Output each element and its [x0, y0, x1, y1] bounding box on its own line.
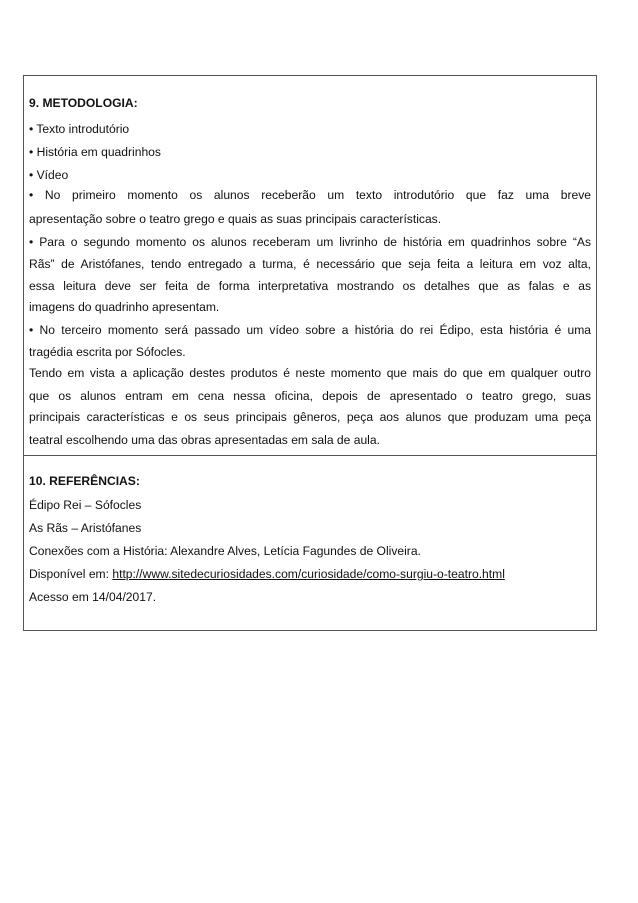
reference-frogs: As Rãs – Aristófanes — [29, 521, 142, 535]
methodology-paragraph-line: essa leitura deve ser feita de forma interpretativa mostrando os detalhes que as falas e as — [29, 279, 591, 293]
methodology-paragraph-line: teatral escolhendo uma das obras apresentadas em sala de aula. — [29, 433, 380, 447]
methodology-paragraph-line: imagens do quadrinho apresentam. — [29, 300, 220, 314]
reference-url-link[interactable]: http://www.sitedecuriosidades.com/curiosidade/como-surgiu-o-teatro.html — [112, 567, 505, 581]
methodology-item-comics: • História em quadrinhos — [29, 145, 161, 159]
methodology-paragraph-line: Rãs” de Aristófanes, tendo entregado a turma, é necessário que seja feita a leitura em voz alta, — [29, 257, 591, 271]
methodology-item-video: • Vídeo — [29, 168, 69, 182]
reference-accessed: Acesso em 14/04/2017. — [29, 590, 157, 604]
methodology-paragraph-line: principais características e os seus principais gêneros, peça aos alunos que produzam uma peça — [29, 410, 591, 424]
reference-available — [29, 567, 591, 582]
methodology-paragraph-line: • No primeiro momento os alunos receberão um texto introdutório que faz uma breve — [29, 188, 591, 202]
methodology-paragraph-line: • Para o segundo momento os alunos receberam um livrinho de história em quadrinhos sobre “As — [29, 235, 591, 249]
methodology-section — [24, 76, 596, 456]
available-label: Disponível em: — [29, 567, 113, 581]
reference-conexoes: Conexões com a História: Alexandre Alves, Letícia Fagundes de Oliveira. — [29, 544, 421, 558]
methodology-paragraph-line: tragédia escrita por Sófocles. — [29, 345, 186, 359]
methodology-paragraph-line: apresentação sobre o teatro grego e quais as suas principais características. — [29, 212, 442, 226]
methodology-item-text: • Texto introdutório — [29, 122, 130, 136]
document-table — [23, 75, 597, 631]
methodology-heading: 9. METODOLOGIA: — [29, 96, 138, 110]
methodology-paragraph-line: Tendo em vista a aplicação destes produtos é neste momento que mais do que em qualquer outro — [29, 366, 591, 380]
reference-oedipus: Édipo Rei – Sófocles — [29, 498, 142, 512]
methodology-paragraph-line: • No terceiro momento será passado um vídeo sobre a história do rei Édipo, esta história é uma — [29, 323, 591, 337]
methodology-paragraph-line: que os alunos entram em cena nessa oficina, depois de apresentado o teatro grego, suas — [29, 389, 591, 403]
references-section — [24, 456, 596, 630]
references-heading: 10. REFERÊNCIAS: — [29, 474, 140, 488]
